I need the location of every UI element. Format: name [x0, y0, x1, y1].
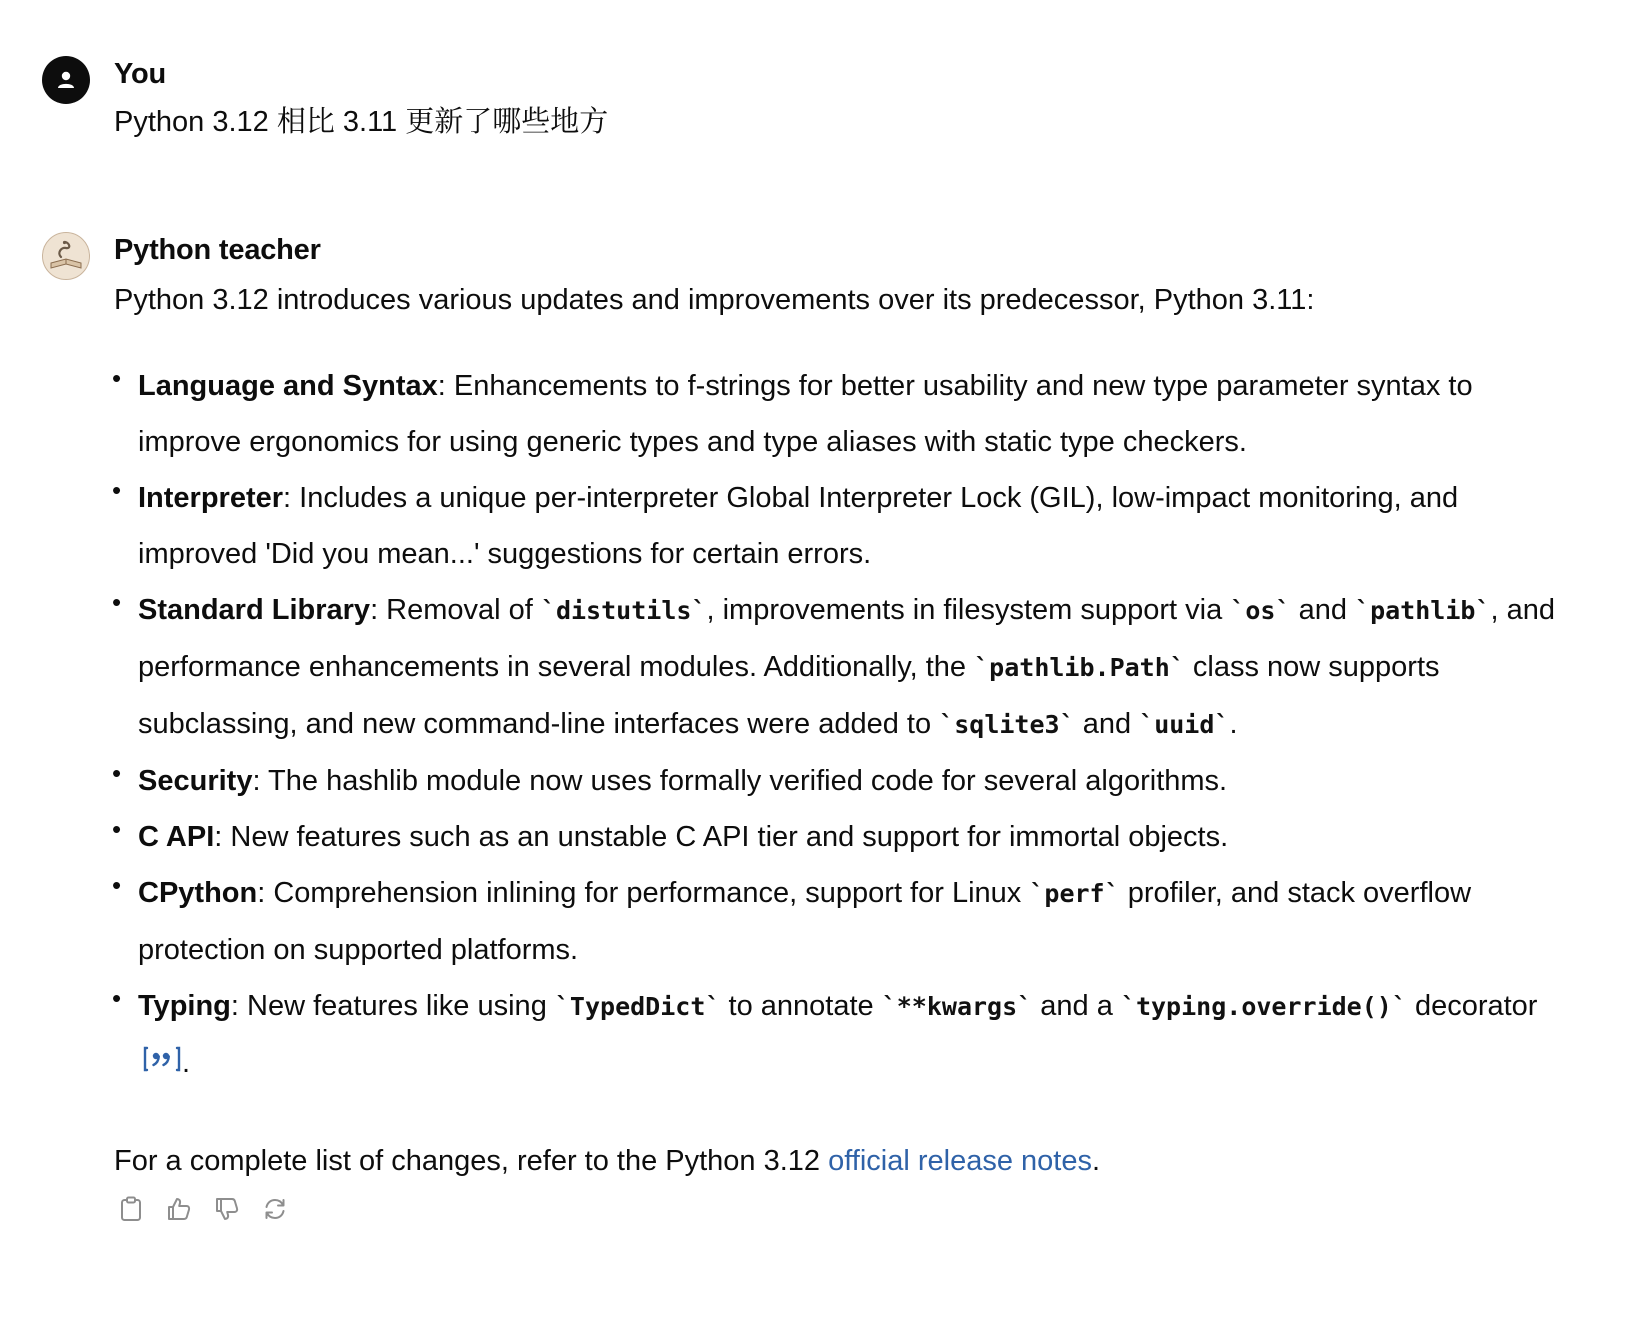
thumbs-up-icon	[166, 1196, 192, 1222]
user-message-text: Python 3.12 相比 3.11 更新了哪些地方	[114, 106, 609, 138]
citation-quote-icon[interactable]	[142, 1037, 182, 1093]
thumbs-up-button[interactable]	[166, 1195, 192, 1223]
point-text: : New features like using	[230, 990, 555, 1022]
outro-period: .	[1091, 1145, 1101, 1177]
point-text: : Comprehension inlining for performance, support for Linux	[257, 877, 1030, 909]
inline-code: `pathlib.Path`	[974, 653, 1185, 682]
list-item	[112, 978, 1582, 1093]
inline-code: `typing.override()`	[1120, 992, 1407, 1021]
python-teacher-avatar	[42, 232, 90, 280]
message-actions-bar	[118, 1195, 1582, 1223]
inline-code: `uuid`	[1139, 710, 1230, 739]
point-text: , improvements in filesystem support via	[706, 594, 1231, 626]
list-item	[112, 358, 1582, 470]
point-title: Interpreter	[138, 482, 284, 514]
thumbs-down-button[interactable]	[214, 1195, 240, 1223]
list-item	[112, 582, 1582, 753]
point-title: C API	[138, 821, 215, 853]
point-text: and	[1074, 708, 1140, 740]
user-icon	[54, 68, 78, 92]
assistant-message	[42, 230, 1582, 1223]
point-text: and	[1290, 594, 1356, 626]
point-text: : The hashlib module now uses formally verified code for several algorithms.	[252, 765, 1228, 797]
point-title: Language and Syntax	[138, 370, 438, 402]
inline-code: `os`	[1230, 596, 1291, 625]
point-text: : Removal of	[370, 594, 541, 626]
list-item	[112, 865, 1582, 978]
point-text: : Includes a unique per-interpreter Global Interpreter Lock (GIL), low-impact monitoring, and improved 'Did you mean...' suggestions for certain errors.	[138, 482, 1459, 570]
inline-code: `TypedDict`	[554, 992, 721, 1021]
point-text: to annotate	[720, 990, 882, 1022]
inline-code: `pathlib`	[1355, 596, 1491, 625]
update-points-list	[100, 358, 1582, 1093]
clipboard-icon	[119, 1196, 143, 1222]
point-text: : New features such as an unstable C API tier and support for immortal objects.	[214, 821, 1229, 853]
point-text: , and performance enhancements in several modules. Additionally, the	[138, 594, 1555, 683]
point-text: profiler, and stack overflow protection on supported platforms.	[138, 877, 1472, 966]
list-item	[112, 809, 1582, 865]
inline-code: `**kwargs`	[881, 992, 1033, 1021]
inline-code: `distutils`	[540, 596, 707, 625]
point-title: Standard Library	[138, 594, 371, 626]
assistant-intro: Python 3.12 introduces various updates and improvements over its predecessor, Python 3.11:	[114, 284, 1315, 316]
point-title: Typing	[138, 990, 231, 1022]
assistant-author-name: Python teacher	[114, 234, 321, 266]
point-title: CPython	[138, 877, 258, 909]
outro-text: For a complete list of changes, refer to the Python 3.12	[114, 1145, 829, 1177]
regenerate-icon	[262, 1196, 288, 1222]
inline-code: `sqlite3`	[939, 710, 1075, 739]
copy-button[interactable]	[118, 1195, 144, 1223]
point-title: Security	[138, 765, 253, 797]
point-text: decorator	[1406, 990, 1538, 1022]
point-text: class now supports subclassing, and new command-line interfaces were added to	[138, 651, 1440, 740]
user-message	[42, 54, 1582, 144]
thumbs-down-icon	[214, 1196, 240, 1222]
user-avatar	[42, 56, 90, 104]
point-text: and a	[1032, 990, 1121, 1022]
list-item	[112, 753, 1582, 809]
regenerate-button[interactable]	[262, 1195, 288, 1223]
assistant-outro	[114, 1139, 1582, 1183]
point-text: .	[1229, 708, 1238, 740]
list-item	[112, 470, 1582, 582]
user-author-name: You	[114, 58, 167, 90]
point-text: .	[182, 1047, 191, 1079]
python-teacher-avatar-icon	[43, 233, 89, 279]
point-text: : Enhancements to f-strings for better usability and new type parameter syntax to improve ergonomics for using generic types and type aliases with static type checkers.	[138, 370, 1473, 458]
inline-code: `perf`	[1029, 879, 1120, 908]
official-release-notes-link[interactable]: official release notes	[828, 1145, 1092, 1177]
